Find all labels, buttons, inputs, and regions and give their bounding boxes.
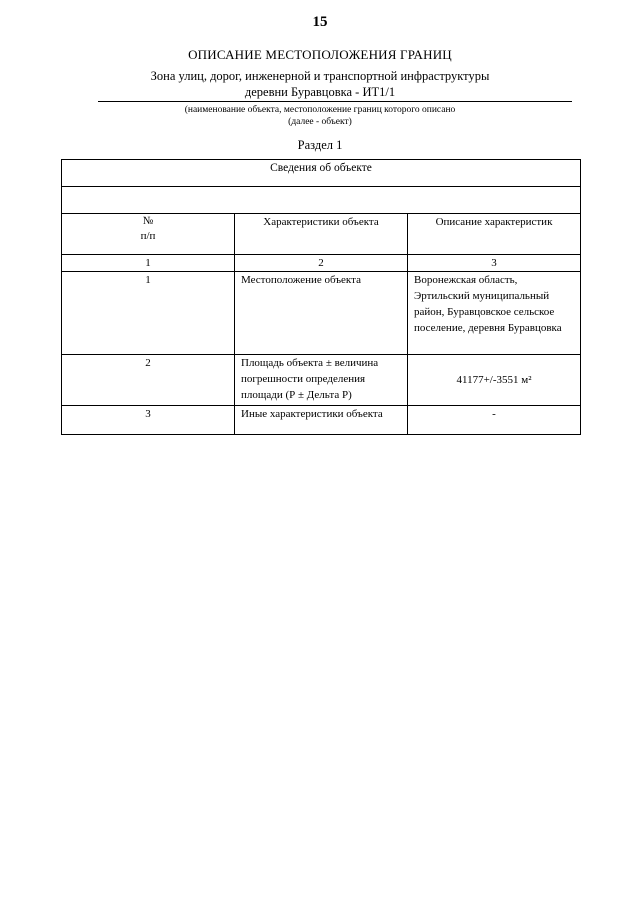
column-number: 2 — [235, 255, 408, 272]
header-characteristics: Характеристики объекта — [235, 214, 408, 255]
header-num — [62, 214, 235, 255]
caption-line-2: (далее - объект) — [288, 117, 352, 127]
page-number: 15 — [312, 14, 328, 30]
row-number: 1 — [62, 272, 235, 355]
object-name-line-1: Зона улиц, дорог, инженерной и транспортной инфраструктуры — [150, 69, 490, 83]
row-characteristic: Местоположение объекта — [235, 272, 408, 355]
table-row — [62, 406, 581, 435]
header-description: Описание характеристик — [408, 214, 581, 255]
object-name-caption — [0, 104, 640, 128]
row-description: Воронежская область, Эртильский муниципальный район, Буравцовское сельское поселение, деревня Буравцовка — [408, 272, 581, 355]
header-num-label: п/п — [140, 230, 156, 242]
column-number: 3 — [408, 255, 581, 272]
table-empty-row — [62, 187, 581, 214]
table-title: Сведения об объекте — [62, 160, 581, 187]
object-info-table — [61, 159, 581, 435]
table-row — [62, 355, 581, 406]
object-name — [0, 68, 640, 100]
row-description: 41177+/-3551 м² — [408, 355, 581, 406]
underline-rule — [98, 101, 572, 102]
caption-line-1: (наименование объекта, местоположение границ которого описано — [184, 105, 456, 115]
object-name-line-2: деревни Буравцовка - ИТ1/1 — [244, 85, 396, 99]
row-number: 2 — [62, 355, 235, 406]
table-header-row — [62, 214, 581, 255]
section-heading: Раздел 1 — [297, 138, 343, 152]
table-row — [62, 272, 581, 355]
column-number-row — [62, 255, 581, 272]
row-number: 3 — [62, 406, 235, 435]
row-characteristic: Иные характеристики объекта — [235, 406, 408, 435]
header-num-symbol: № — [142, 215, 154, 227]
document-title: ОПИСАНИЕ МЕСТОПОЛОЖЕНИЯ ГРАНИЦ — [188, 47, 452, 62]
empty-cell — [62, 187, 581, 214]
row-description: - — [408, 406, 581, 435]
table-title-row — [62, 160, 581, 187]
column-number: 1 — [62, 255, 235, 272]
row-characteristic: Площадь объекта ± величина погрешности определения площади (Р ± Дельта Р) — [235, 355, 408, 406]
